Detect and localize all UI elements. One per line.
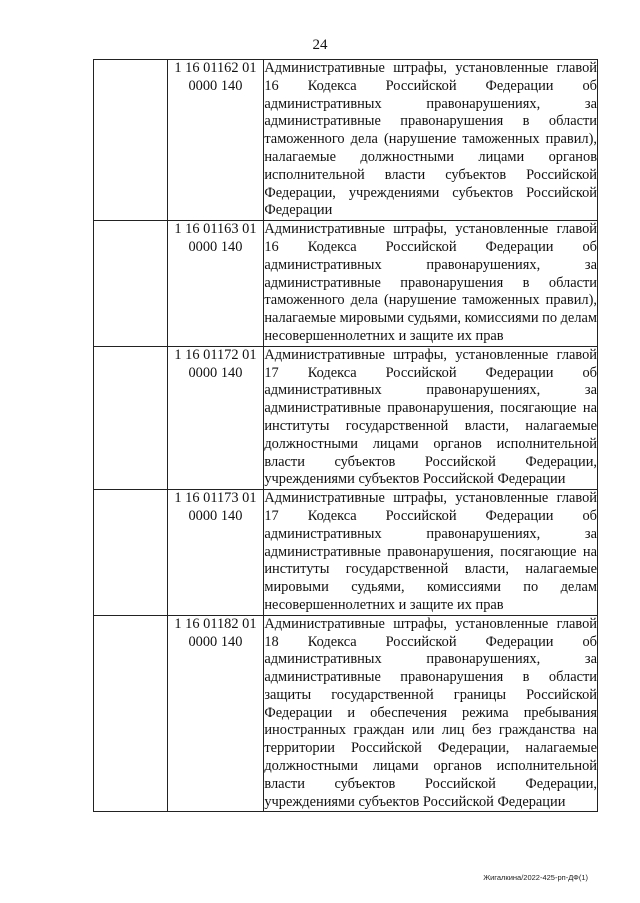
- description-cell: Административные штрафы, установленные главой 17 Кодекса Российской Федерации об административных правонарушениях, за административные правонарушения, посягающие на институты государственной власти, налагаемые должностными лицами органов исполнительной власти субъектов Российской Федерации, учреждениями субъектов Российской Федерации: [264, 346, 598, 489]
- document-footer: Жигалкина/2022-425-рп-ДФ(1): [483, 873, 588, 882]
- empty-cell: [94, 60, 168, 221]
- table-row: [94, 60, 598, 221]
- code-cell: 1 16 01172 01 0000 140: [167, 346, 264, 489]
- page-number: 24: [312, 37, 328, 53]
- code-cell: 1 16 01163 01 0000 140: [167, 221, 264, 347]
- table-row: [94, 221, 598, 347]
- description-cell: Административные штрафы, установленные главой 17 Кодекса Российской Федерации об административных правонарушениях, за административные правонарушения, посягающие на институты государственной власти, налагаемые мировыми судьями, комиссиями по делам несовершеннолетних и защите их прав: [264, 490, 598, 616]
- description-cell: Административные штрафы, установленные главой 16 Кодекса Российской Федерации об административных правонарушениях, за административные правонарушения в области таможенного дела (нарушение таможенных правил), налагаемые мировыми судьями, комиссиями по делам несовершеннолетних и защите их прав: [264, 221, 598, 347]
- empty-cell: [94, 490, 168, 616]
- empty-cell: [94, 221, 168, 347]
- code-cell: 1 16 01173 01 0000 140: [167, 490, 264, 616]
- description-cell: Административные штрафы, установленные главой 18 Кодекса Российской Федерации об административных правонарушениях, за административные правонарушения в области защиты государственной границы Российской Федерации и обеспечения режима пребывания иностранных граждан или лиц без гражданства на территории Российской Федерации, налагаемые должностными лицами органов исполнительной власти субъектов Российской Федерации, учреждениями субъектов Российской Федерации: [264, 615, 598, 812]
- code-cell: 1 16 01162 01 0000 140: [167, 60, 264, 221]
- empty-cell: [94, 346, 168, 489]
- code-cell: 1 16 01182 01 0000 140: [167, 615, 264, 812]
- description-cell: Административные штрафы, установленные главой 16 Кодекса Российской Федерации об административных правонарушениях, за административные правонарушения в области таможенного дела (нарушение таможенных правил), налагаемые должностными лицами органов исполнительной власти субъектов Российской Федерации, учреждениями субъектов Российской Федерации: [264, 60, 598, 221]
- table-row: [94, 490, 598, 616]
- table-row: [94, 615, 598, 812]
- empty-cell: [94, 615, 168, 812]
- revenue-codes-table: [93, 59, 598, 812]
- table-row: [94, 346, 598, 489]
